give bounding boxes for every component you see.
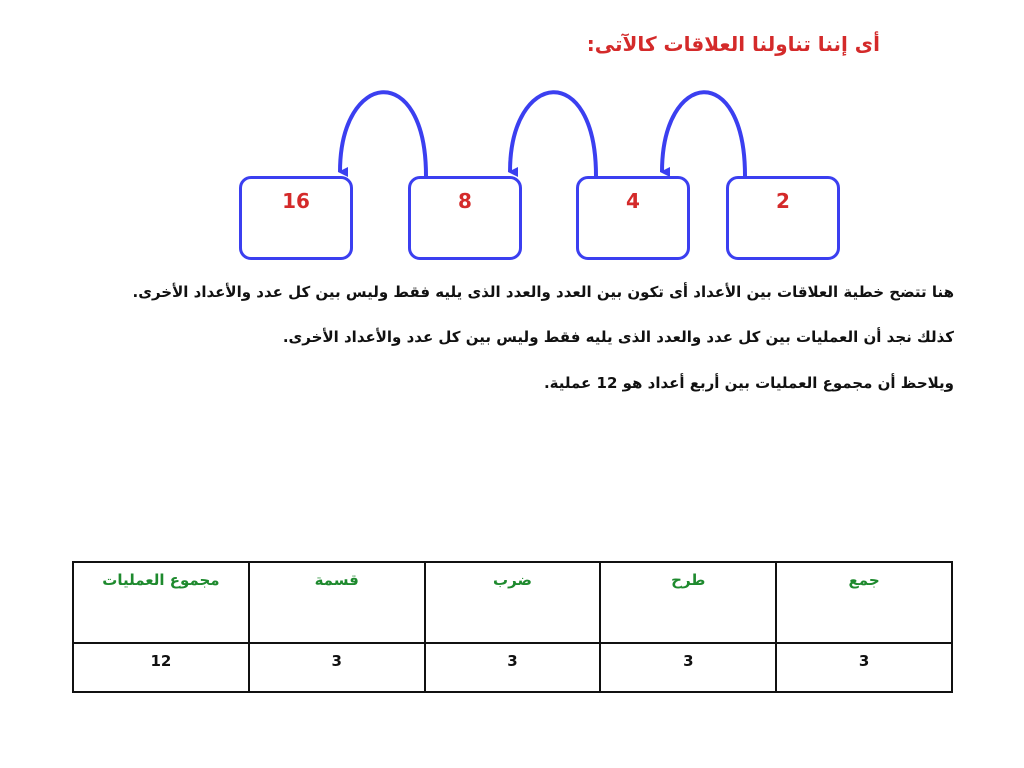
header-subtraction: طرح [600, 562, 776, 643]
number-4: 4 [626, 189, 640, 213]
number-16: 16 [282, 189, 310, 213]
number-box-2 [726, 176, 840, 260]
number-box-8 [408, 176, 522, 260]
operations-table [72, 561, 953, 693]
paragraph-total: ويلاحظ أن مجموع العمليات بين أربع أعداد هو 12 عملية. [543, 374, 954, 392]
value-subtraction: 3 [600, 643, 776, 692]
number-2: 2 [776, 189, 790, 213]
value-division: 3 [249, 643, 425, 692]
value-total: 12 [73, 643, 249, 692]
table-header-row [73, 562, 952, 643]
value-addition: 3 [776, 643, 952, 692]
table-row [73, 643, 952, 692]
number-8: 8 [458, 189, 472, 213]
header-addition: جمع [776, 562, 952, 643]
number-box-4 [576, 176, 690, 260]
arrow-8-to-16 [340, 92, 426, 176]
header-total: مجموع العمليات [73, 562, 249, 643]
header-multiplication: ضرب [425, 562, 601, 643]
arrow-2-to-4 [662, 92, 745, 176]
value-multiplication: 3 [425, 643, 601, 692]
arrow-4-to-8 [510, 92, 596, 176]
number-box-16 [239, 176, 353, 260]
slide-title: أى إننا تناولنا العلاقات كالآتى: [586, 32, 880, 56]
paragraph-linearity: هنا تتضح خطية العلاقات بين الأعداد أى تكون بين العدد والعدد الذى يليه فقط وليس بين كل عدد والأعداد الأخرى. [132, 283, 954, 301]
header-division: قسمة [249, 562, 425, 643]
paragraph-operations: كذلك نجد أن العمليات بين كل عدد والعدد الذى يليه فقط وليس بين كل عدد والأعداد الأخرى. [282, 328, 954, 346]
